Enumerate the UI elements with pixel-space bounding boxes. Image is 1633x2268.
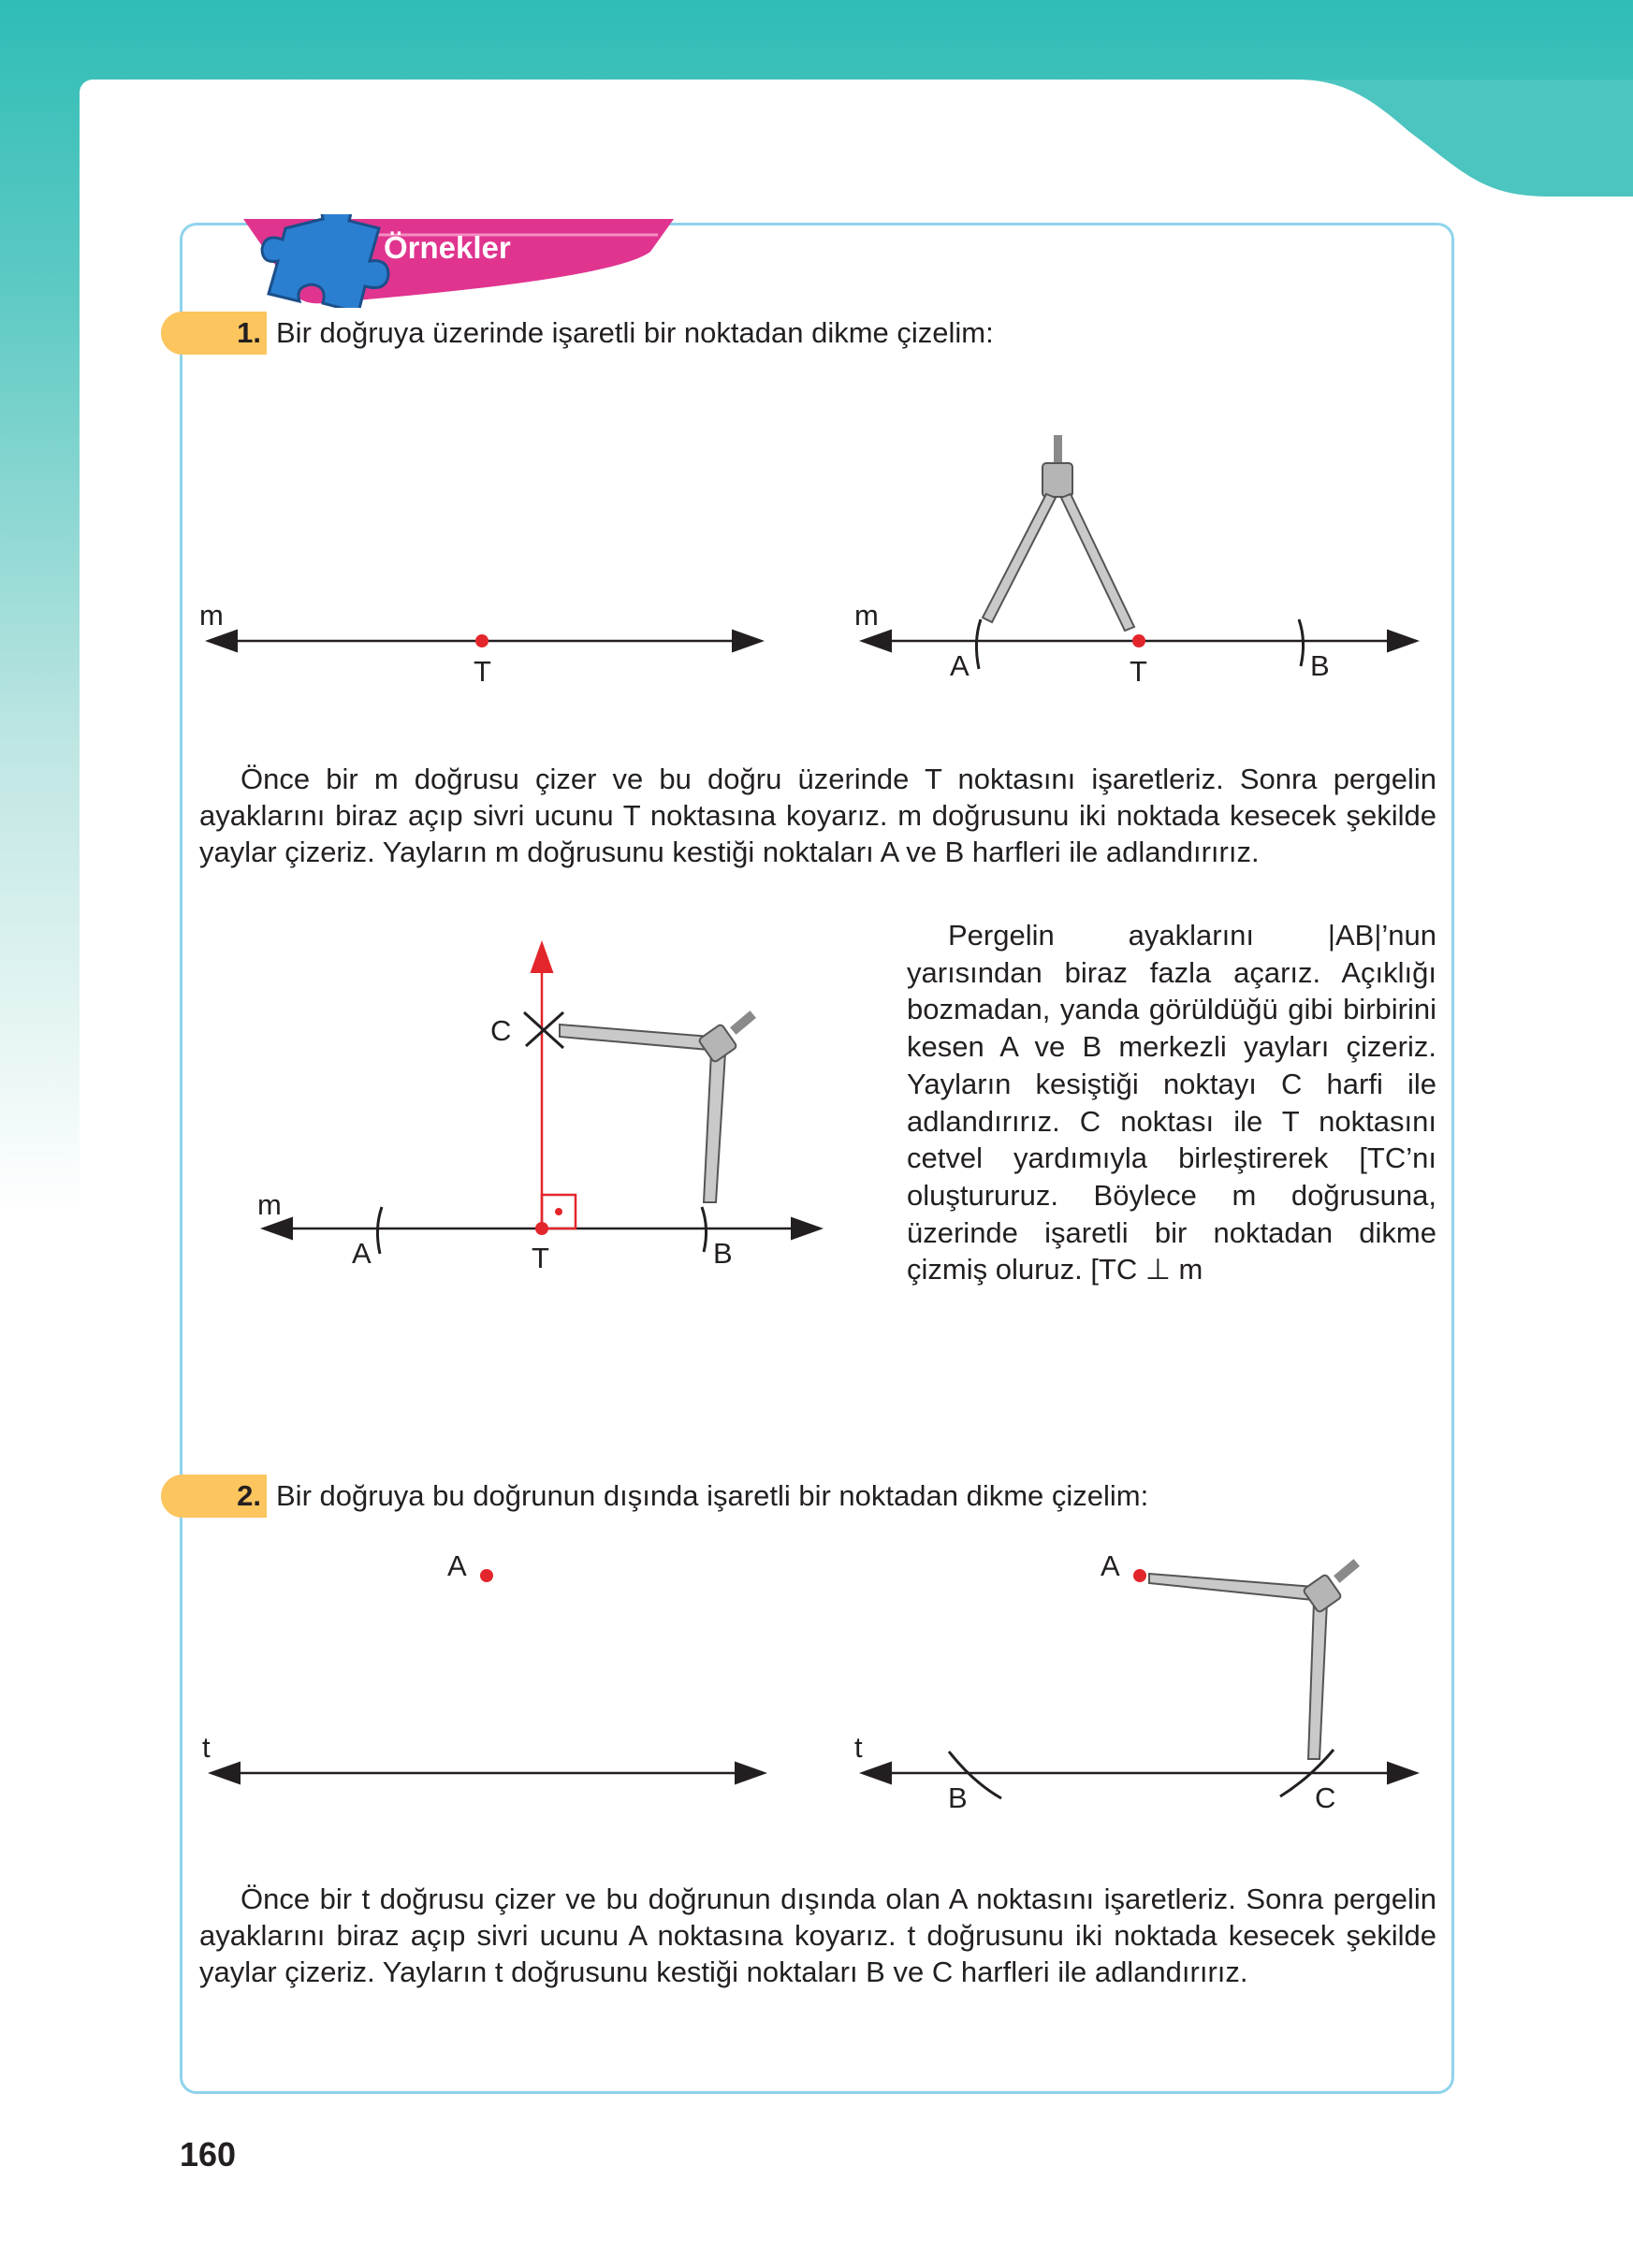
page-number: 160: [180, 2135, 237, 2174]
label-B: B: [948, 1781, 968, 1814]
section-title: Örnekler: [384, 230, 511, 265]
point-T: [475, 634, 488, 647]
compass-icon: [1149, 1559, 1360, 1759]
label-line-m: m: [257, 1188, 282, 1221]
diagram-arcs-B-C: [854, 1549, 1415, 1814]
example-number-badge: 1.: [161, 312, 267, 355]
diagram-perpendicular-TC: [257, 945, 819, 1274]
example-2-header: [161, 1475, 1148, 1518]
label-C: C: [1315, 1781, 1336, 1814]
example-title: Bir doğruya bu doğrunun dışında işaretli bir noktadan dikme çizelim:: [276, 1479, 1149, 1512]
label-T: T: [1130, 655, 1147, 688]
label-line-t: t: [202, 1731, 211, 1764]
example-2-paragraph: Önce bir t doğrusu çizer ve bu doğrunun dışında olan A noktasını işaretleriz. Sonra pergelin ayaklarını biraz açıp sivri ucunu A noktasına koyarız. t doğrusunu iki noktada kesecek şekilde yaylar çizeriz. Yayların t doğrusunu kestiği noktaları B ve C harfleri ile adlandırırız.: [199, 1883, 1436, 1988]
label-C: C: [490, 1014, 512, 1047]
label-A: A: [1101, 1549, 1120, 1582]
label-B: B: [1310, 649, 1330, 682]
label-A: A: [950, 649, 970, 682]
diagram-line-m-with-T: [199, 599, 760, 688]
label-T: T: [474, 655, 491, 688]
example-number-badge: 2.: [161, 1475, 267, 1518]
label-line-t: t: [854, 1731, 863, 1764]
diagram-arcs-A-B: [854, 435, 1415, 688]
example-1-side-paragraph: Pergelin ayaklarını |AB|’nun yarısından biraz fazla açarız. Açıklığı bozmadan, yanda görüldüğü gibi birbirini kesen A ve B merkezli yayları çizeriz. Yayların kesiştiği noktayı C harfi ile adlandırırız. C noktası ile T noktasını cetvel yardımıyla birleştirerek [TC’nı oluştururuz. Böylece m doğrusuna, üzerinde işaretli bir noktadan dikme çizmiş oluruz. [TC ⊥ m: [907, 919, 1436, 1287]
compass-icon: [983, 435, 1134, 631]
diagram-line-t-with-A: [202, 1549, 763, 1773]
label-B: B: [713, 1237, 733, 1270]
example-1-paragraph: Önce bir m doğrusu çizer ve bu doğru üzerinde T noktasını işaretleriz. Sonra pergelin ayaklarını biraz açıp sivri ucunu T noktasına koyarız. m doğrusunu iki noktada kesecek şekilde yaylar çizeriz. Yayların m doğrusunu kestiği noktaları A ve B harfleri ile adlandırırız.: [199, 763, 1436, 868]
compass-icon: [560, 1010, 756, 1202]
label-line-m: m: [854, 599, 879, 632]
label-A: A: [352, 1237, 372, 1270]
example-title: Bir doğruya üzerinde işaretli bir noktadan dikme çizelim:: [276, 316, 994, 349]
label-line-m: m: [199, 599, 224, 632]
label-T: T: [532, 1242, 549, 1274]
label-A: A: [447, 1549, 467, 1582]
